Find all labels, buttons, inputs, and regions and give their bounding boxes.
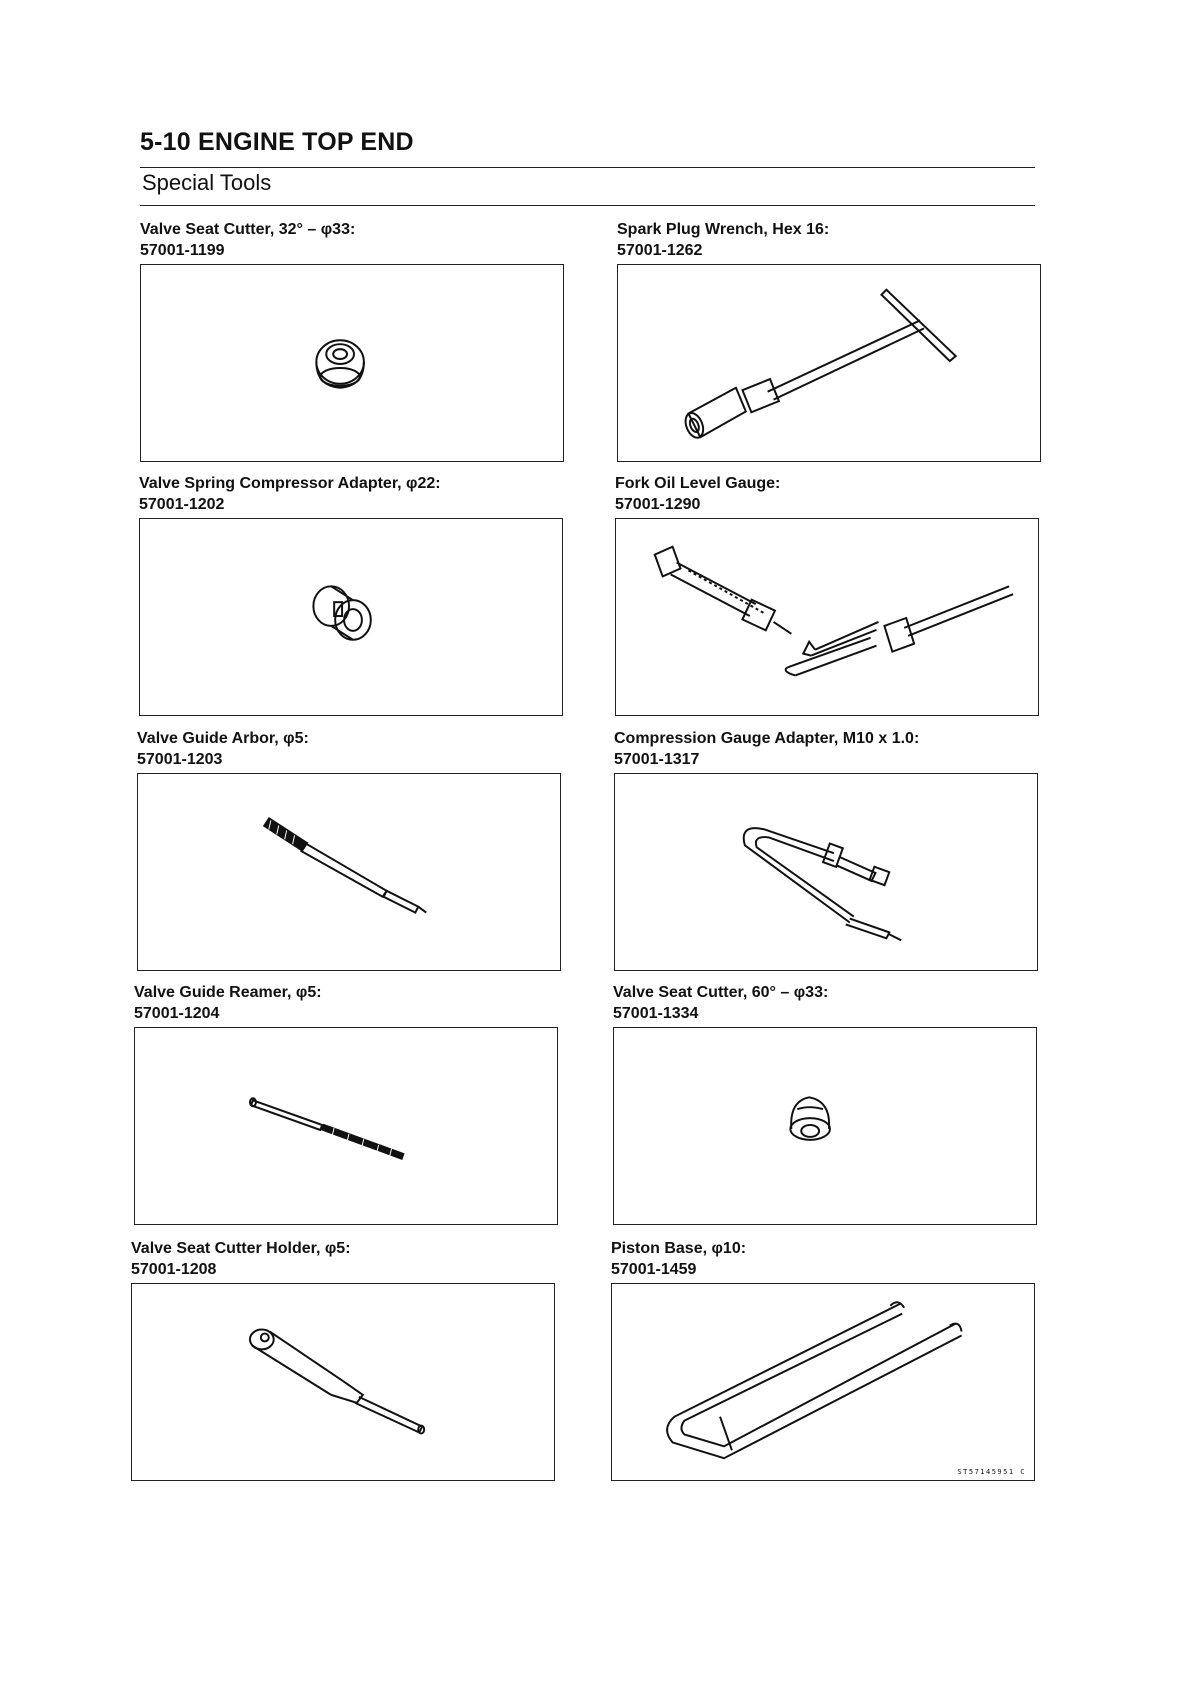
tool-item — [613, 982, 1039, 1225]
tool-illustration-box — [611, 1283, 1035, 1481]
valve-seat-cutter-60-icon — [614, 1028, 1036, 1224]
tool-name: Compression Gauge Adapter, M10 x 1.0: — [614, 730, 920, 747]
spark-plug-wrench-icon — [618, 265, 1040, 461]
figure-code: ST57145951 C — [957, 1468, 1026, 1476]
tool-illustration-box — [614, 773, 1038, 971]
tool-part-number: 57001-1334 — [613, 1005, 699, 1022]
tool-part-number: 57001-1208 — [131, 1261, 217, 1278]
guide-reamer-icon — [135, 1028, 557, 1224]
cutter-holder-icon — [132, 1284, 554, 1480]
page-header — [140, 128, 1040, 157]
compression-adapter-icon — [615, 774, 1037, 970]
tool-name: Valve Spring Compressor Adapter, φ22: — [139, 475, 441, 492]
tool-item — [139, 473, 565, 716]
section-title: 5-10 ENGINE TOP END — [140, 128, 414, 156]
tool-item — [137, 728, 563, 971]
page-subtitle: Special Tools — [142, 170, 272, 195]
tool-illustration-box — [613, 1027, 1037, 1225]
tool-name: Valve Seat Cutter Holder, φ5: — [131, 1240, 351, 1257]
header-rule — [140, 167, 1035, 168]
tool-item — [131, 1238, 557, 1481]
tool-illustration-box — [131, 1283, 555, 1481]
tool-name: Valve Guide Reamer, φ5: — [134, 984, 322, 1001]
tool-part-number: 57001-1204 — [134, 1005, 220, 1022]
tool-part-number: 57001-1202 — [139, 496, 225, 513]
tool-illustration-box — [134, 1027, 558, 1225]
tool-part-number: 57001-1262 — [617, 242, 703, 259]
tool-name: Valve Guide Arbor, φ5: — [137, 730, 309, 747]
tool-illustration-box — [137, 773, 561, 971]
tool-name: Valve Seat Cutter, 32° – φ33: — [140, 221, 356, 238]
tool-name: Fork Oil Level Gauge: — [615, 475, 781, 492]
tool-part-number: 57001-1317 — [614, 751, 700, 768]
tool-part-number: 57001-1203 — [137, 751, 223, 768]
tool-name: Spark Plug Wrench, Hex 16: — [617, 221, 830, 238]
valve-seat-cutter-icon — [141, 265, 563, 461]
tool-part-number: 57001-1199 — [140, 242, 225, 259]
tool-illustration-box — [140, 264, 564, 462]
tool-item — [611, 1238, 1037, 1481]
tool-illustration-box — [615, 518, 1039, 716]
tool-name: Piston Base, φ10: — [611, 1240, 747, 1257]
tool-part-number: 57001-1459 — [611, 1261, 697, 1278]
oil-level-gauge-icon — [616, 519, 1038, 715]
subtitle-rule — [140, 205, 1035, 206]
tool-item — [617, 219, 1043, 462]
piston-base-icon — [612, 1284, 1034, 1480]
tool-item — [140, 219, 566, 462]
tool-item — [134, 982, 560, 1225]
tool-name: Valve Seat Cutter, 60° – φ33: — [613, 984, 829, 1001]
tool-illustration-box — [139, 518, 563, 716]
guide-arbor-icon — [138, 774, 560, 970]
tool-illustration-box — [617, 264, 1041, 462]
tool-item — [615, 473, 1041, 716]
tool-part-number: 57001-1290 — [615, 496, 701, 513]
tool-item — [614, 728, 1040, 971]
compressor-adapter-icon — [140, 519, 562, 715]
